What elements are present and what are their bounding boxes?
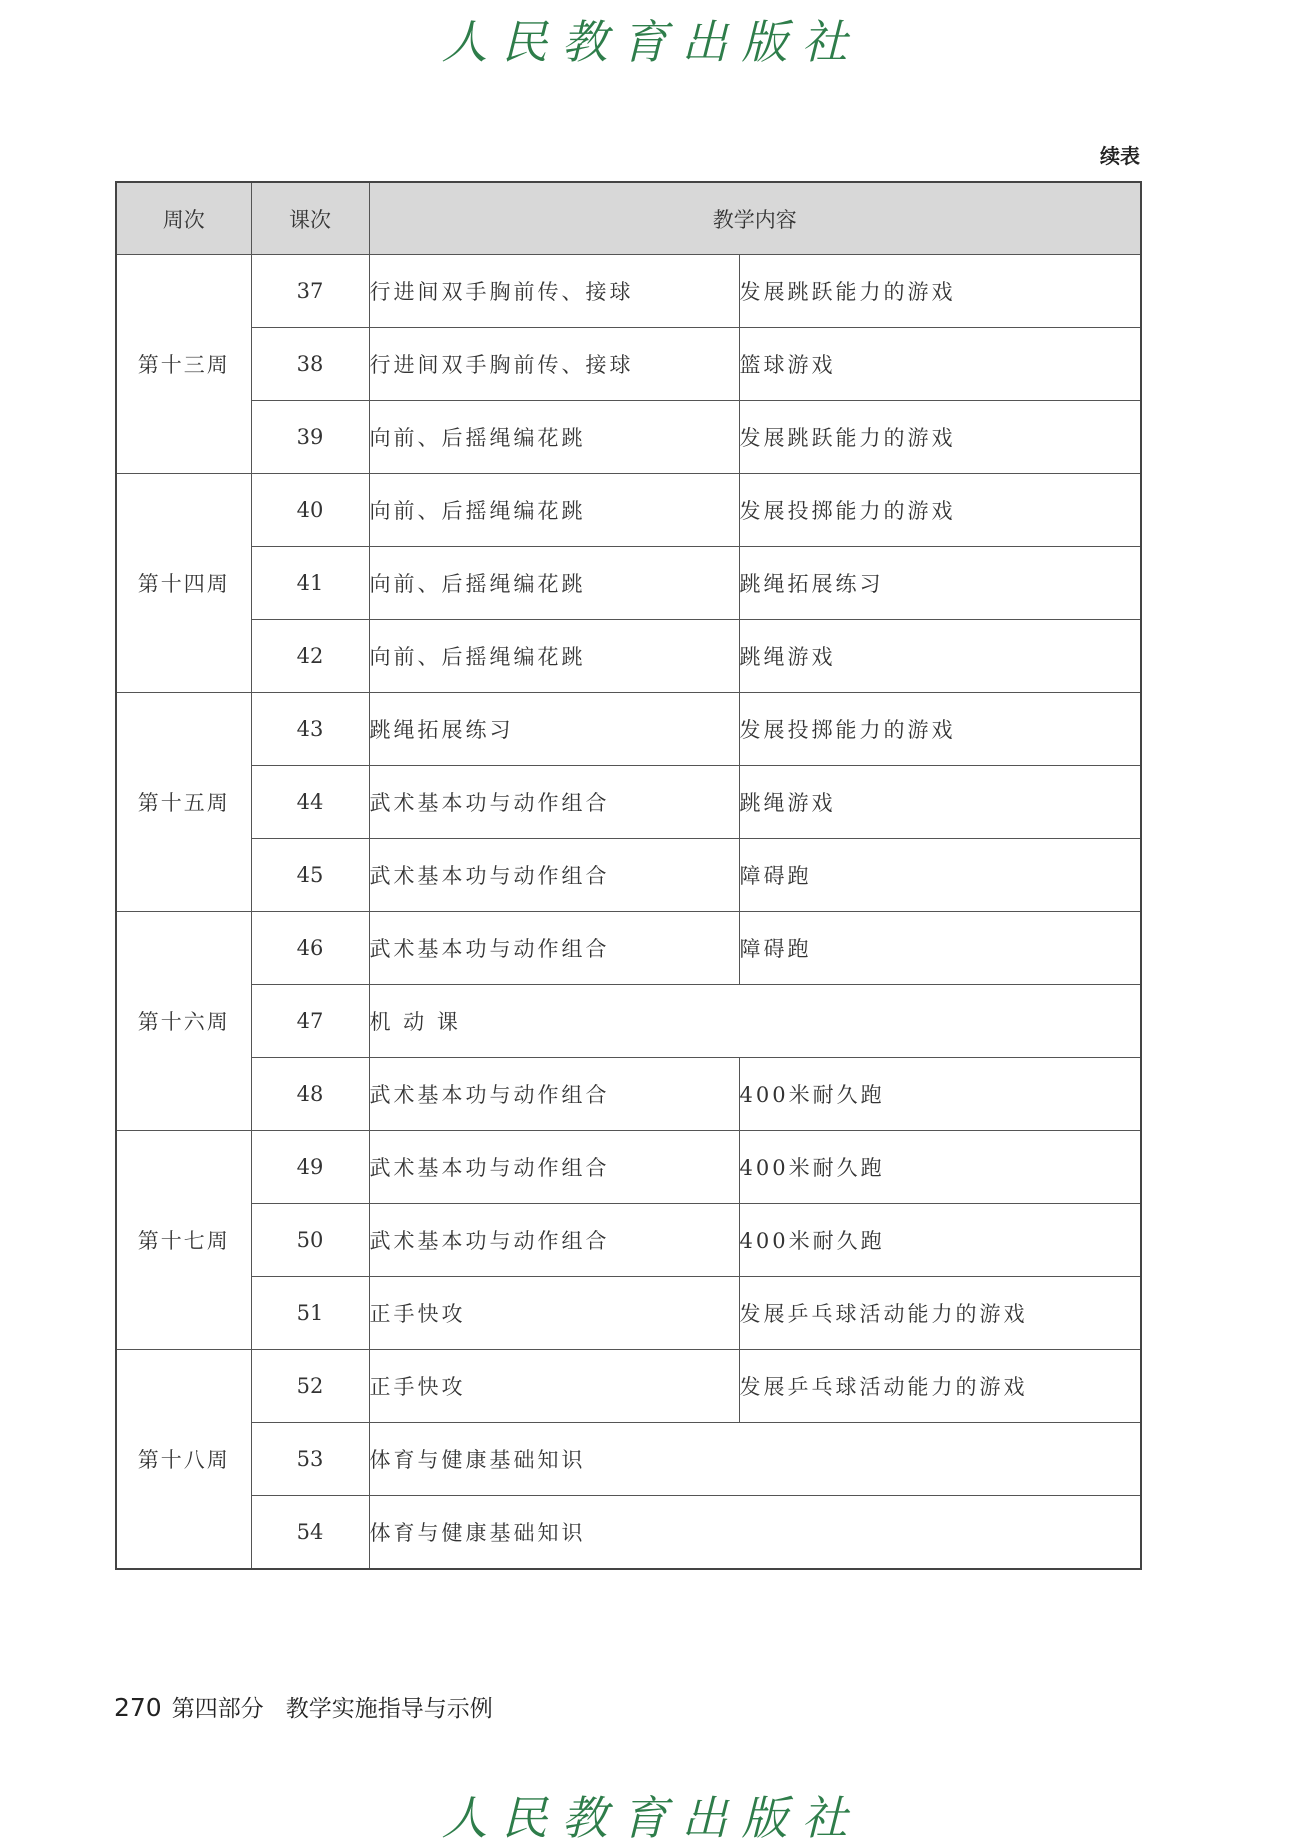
content-cell-primary: 正手快攻: [369, 1350, 739, 1423]
content-cell-secondary: 跳绳拓展练习: [739, 547, 1141, 620]
table-row: [116, 255, 1141, 328]
lesson-number-cell: 41: [251, 547, 369, 620]
footer-part: 第四部分: [171, 1696, 264, 1722]
publisher-logo-bottom: 人民教育出版社: [441, 1791, 862, 1845]
lesson-number-cell: 44: [251, 766, 369, 839]
content-cell-secondary: 发展乒乓球活动能力的游戏: [739, 1277, 1141, 1350]
content-cell-secondary: 400米耐久跑: [739, 1131, 1141, 1204]
table-header-row: [116, 182, 1141, 255]
lesson-number-cell: 51: [251, 1277, 369, 1350]
content-cell-secondary: 发展跳跃能力的游戏: [739, 401, 1141, 474]
content-cell-primary: 行进间双手胸前传、接球: [369, 328, 739, 401]
content-cell-primary: 机 动 课: [369, 985, 1141, 1058]
table-continued-label: 续表: [1100, 144, 1140, 168]
table-row: [116, 547, 1141, 620]
table-row: [116, 401, 1141, 474]
lesson-number-cell: 49: [251, 1131, 369, 1204]
table-row: [116, 1496, 1141, 1570]
lesson-number-cell: 48: [251, 1058, 369, 1131]
page-number: 270: [114, 1693, 162, 1722]
content-cell-primary: 向前、后摇绳编花跳: [369, 547, 739, 620]
header-week: 周次: [116, 182, 251, 255]
week-cell: 第十七周: [116, 1131, 251, 1350]
content-cell-primary: 向前、后摇绳编花跳: [369, 401, 739, 474]
content-cell-secondary: 发展乒乓球活动能力的游戏: [739, 1350, 1141, 1423]
table-row: [116, 474, 1141, 547]
content-cell-secondary: 400米耐久跑: [739, 1058, 1141, 1131]
content-cell-primary: 向前、后摇绳编花跳: [369, 620, 739, 693]
content-cell-secondary: 篮球游戏: [739, 328, 1141, 401]
table-body: [116, 255, 1141, 1570]
table-row: [116, 985, 1141, 1058]
publisher-logo-top: 人民教育出版社: [441, 15, 862, 69]
lesson-number-cell: 54: [251, 1496, 369, 1570]
lesson-number-cell: 52: [251, 1350, 369, 1423]
lesson-number-cell: 37: [251, 255, 369, 328]
lesson-number-cell: 40: [251, 474, 369, 547]
table-row: [116, 912, 1141, 985]
lesson-number-cell: 38: [251, 328, 369, 401]
content-cell-primary: 体育与健康基础知识: [369, 1496, 1141, 1570]
content-cell-secondary: 障碍跑: [739, 839, 1141, 912]
header-lesson: 课次: [251, 182, 369, 255]
content-cell-primary: 行进间双手胸前传、接球: [369, 255, 739, 328]
week-cell: 第十四周: [116, 474, 251, 693]
table-row: [116, 328, 1141, 401]
week-cell: 第十八周: [116, 1350, 251, 1570]
content-cell-primary: 武术基本功与动作组合: [369, 1058, 739, 1131]
table-row: [116, 1131, 1141, 1204]
table-row: [116, 693, 1141, 766]
week-cell: 第十五周: [116, 693, 251, 912]
content-cell-primary: 体育与健康基础知识: [369, 1423, 1141, 1496]
lesson-number-cell: 39: [251, 401, 369, 474]
table-row: [116, 1277, 1141, 1350]
table-row: [116, 766, 1141, 839]
lesson-number-cell: 46: [251, 912, 369, 985]
content-cell-secondary: 跳绳游戏: [739, 766, 1141, 839]
lesson-number-cell: 45: [251, 839, 369, 912]
lesson-number-cell: 43: [251, 693, 369, 766]
content-cell-primary: 武术基本功与动作组合: [369, 1204, 739, 1277]
content-cell-secondary: 跳绳游戏: [739, 620, 1141, 693]
lesson-number-cell: 53: [251, 1423, 369, 1496]
lesson-number-cell: 42: [251, 620, 369, 693]
table-row: [116, 1423, 1141, 1496]
content-cell-primary: 武术基本功与动作组合: [369, 839, 739, 912]
content-cell-primary: 跳绳拓展练习: [369, 693, 739, 766]
header-content: 教学内容: [369, 182, 1141, 255]
table-row: [116, 839, 1141, 912]
footer-title: 教学实施指导与示例: [285, 1696, 493, 1722]
lesson-number-cell: 50: [251, 1204, 369, 1277]
content-cell-primary: 向前、后摇绳编花跳: [369, 474, 739, 547]
week-cell: 第十三周: [116, 255, 251, 474]
content-cell-primary: 武术基本功与动作组合: [369, 1131, 739, 1204]
content-cell-secondary: 发展跳跃能力的游戏: [739, 255, 1141, 328]
content-cell-primary: 正手快攻: [369, 1277, 739, 1350]
week-cell: 第十六周: [116, 912, 251, 1131]
content-cell-secondary: 发展投掷能力的游戏: [739, 693, 1141, 766]
content-cell-primary: 武术基本功与动作组合: [369, 912, 739, 985]
table-row: [116, 1058, 1141, 1131]
content-cell-primary: 武术基本功与动作组合: [369, 766, 739, 839]
table-row: [116, 1204, 1141, 1277]
page-footer: [114, 1690, 493, 1723]
content-cell-secondary: 400米耐久跑: [739, 1204, 1141, 1277]
content-cell-secondary: 障碍跑: [739, 912, 1141, 985]
teaching-schedule-table: [115, 181, 1142, 1570]
table-row: [116, 1350, 1141, 1423]
content-cell-secondary: 发展投掷能力的游戏: [739, 474, 1141, 547]
table-row: [116, 620, 1141, 693]
lesson-number-cell: 47: [251, 985, 369, 1058]
